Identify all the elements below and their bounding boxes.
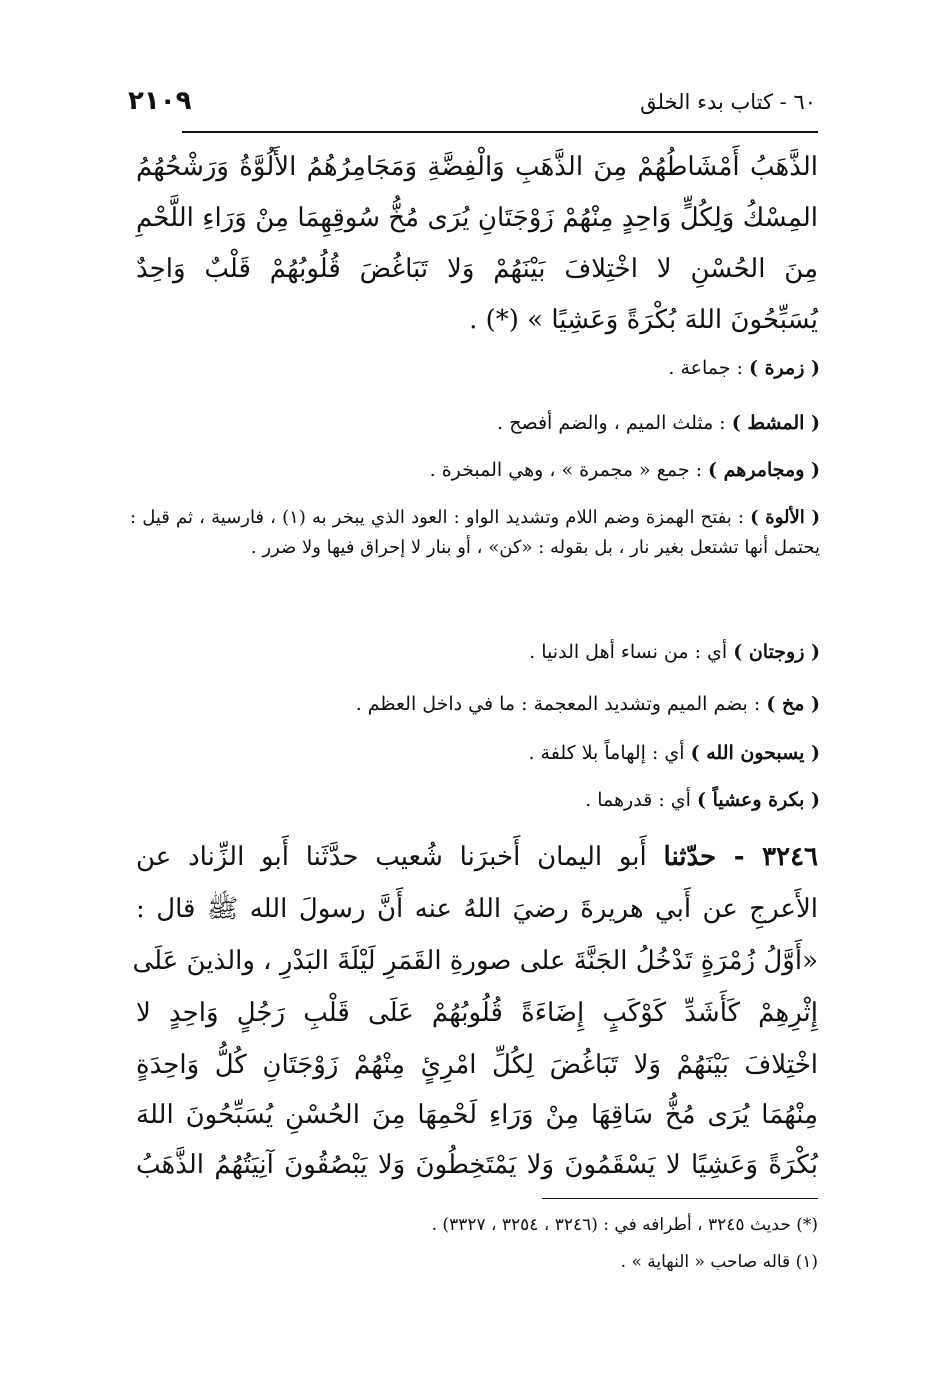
gloss-text: أي : من نساء أهل الدنيا . [529, 641, 734, 663]
gloss-term: ( زمرة ) [749, 357, 820, 379]
gloss-text: أي : إلهاماً بلا كلفة . [528, 742, 691, 764]
gloss-item [130, 785, 820, 815]
footnote: (*) حديث ٣٢٤٥ ، أطرافه في : (٣٢٤٦ ، ٣٢٥٤ ، ٣٣٢٧) . [431, 1215, 818, 1235]
hadith-number: ٣٢٤٦ [762, 842, 819, 872]
hadith-line: «أَوَّلُ زُمْرَةٍ تَدْخُلُ الجَنَّةَ على صورةِ القَمَرِ لَيْلَةَ البَدْرِ ، والذينَ عَلَى [132, 946, 818, 976]
gloss-item [130, 408, 820, 438]
prev-hadith-line: مِنَ الحُسْنِ لا اخْتِلافَ بَيْنَهُمْ وَلا تَبَاغُضَ قُلُوبُهُمْ قَلْبٌ وَاحِدٌ [136, 254, 818, 284]
gloss-term: ( يسبحون الله ) [690, 742, 820, 764]
prev-hadith-line-last: يُسَبِّحُونَ اللهَ بُكْرَةً وَعَشِيًا » (*) . [469, 305, 818, 335]
gloss-item-aluwwa [130, 503, 820, 563]
gloss-item [130, 689, 820, 719]
gloss-text: : مثلث الميم ، والضم أفصح . [497, 412, 732, 434]
hadith-line: إِثْرِهِمْ كَأَشَدِّ كَوْكَبٍ إِضَاءَةً قُلُوبُهُمْ عَلَى قَلْبِ رَجُلٍ وَاحِدٍ لا [136, 998, 818, 1028]
gloss-term: ( الألوة ) [750, 507, 820, 528]
hadith-line: بُكْرَةً وَعَشِيًا لا يَسْقَمُونَ وَلا يَمْتَخِطُونَ وَلا يَبْصُقُونَ آنِيَتُهُمُ الذَّهَبُ [136, 1150, 818, 1180]
footnote: (١) قاله صاحب « النهاية » . [620, 1252, 818, 1272]
hadith-line: اخْتِلافَ بَيْنَهُمْ وَلا تَبَاغُضَ لِكُلِّ امْرِئٍ مِنْهُمْ زَوْجَتَانِ كُلُّ وَاحِدَةٍ [136, 1050, 818, 1080]
hadith-line: مِنْهُمَا يُرَى مُخُّ سَاقِهَا مِنْ وَرَاءِ لَحْمِهَا مِنَ الحُسْنِ يُسَبِّحُونَ اللهَ [136, 1100, 818, 1130]
gloss-text: : جمع « مجمرة » ، وهي المبخرة . [429, 459, 709, 481]
gloss-item [130, 637, 820, 667]
hadith-intro: - حدّثنا [663, 842, 763, 872]
gloss-item [130, 353, 820, 383]
gloss-term: ( زوجتان ) [733, 641, 820, 663]
gloss-term: ( مخ ) [766, 693, 820, 715]
gloss-text: أي : قدرهما . [585, 789, 697, 811]
gloss-term: ( المشط ) [731, 412, 820, 434]
hadith-first-line [136, 830, 818, 884]
chapter-title: ٦٠ - كتاب بدء الخلق [640, 90, 816, 114]
page-number: ٢١٠٩ [128, 86, 192, 116]
gloss-text: : جماعة . [668, 357, 749, 379]
hadith-text: أَبو اليمان أَخبرَنا شُعيب حدَّثَنا أَبو الزِّناد عن [136, 842, 664, 872]
gloss-text: : بضم الميم وتشديد المعجمة : ما في داخل العظم . [355, 693, 767, 715]
header-rule [182, 131, 818, 133]
gloss-item [130, 455, 820, 485]
gloss-term: ( ومجامرهم ) [708, 459, 820, 481]
gloss-text: : بفتح الهمزة وضم اللام وتشديد الواو : العود الذي يبخر به (١) ، فارسية ، ثم قيل : يحتمل أنها تشتعل بغير نار ، بل بقوله : «كن» ، أو بنار لا إحراق فيها ولا ضرر . [130, 507, 820, 558]
gloss-item [130, 738, 820, 768]
page-header [128, 86, 816, 122]
gloss-term: ( بكرة وعشياً ) [696, 789, 820, 811]
footnote-rule [542, 1198, 818, 1199]
prev-hadith-line: الذَّهَبُ أَمْشَاطُهُمْ مِنَ الذَّهَبِ وَالْفِضَّةِ وَمَجَامِرُهُمُ الأَلُوَّةُ وَرَشْحُهُمُ [136, 152, 818, 182]
hadith-line: الأَعرجِ عن أَبي هريرةَ رضيَ اللهُ عنه أَنَّ رسولَ الله ﷺ قال : [136, 894, 818, 924]
prev-hadith-line: المِسْكُ وَلِكُلٍّ وَاحِدٍ مِنْهُمْ زَوْجَتَانِ يُرَى مُخُّ سُوقِهِمَا مِنْ وَرَاءِ اللَّحْمِ [136, 203, 818, 233]
